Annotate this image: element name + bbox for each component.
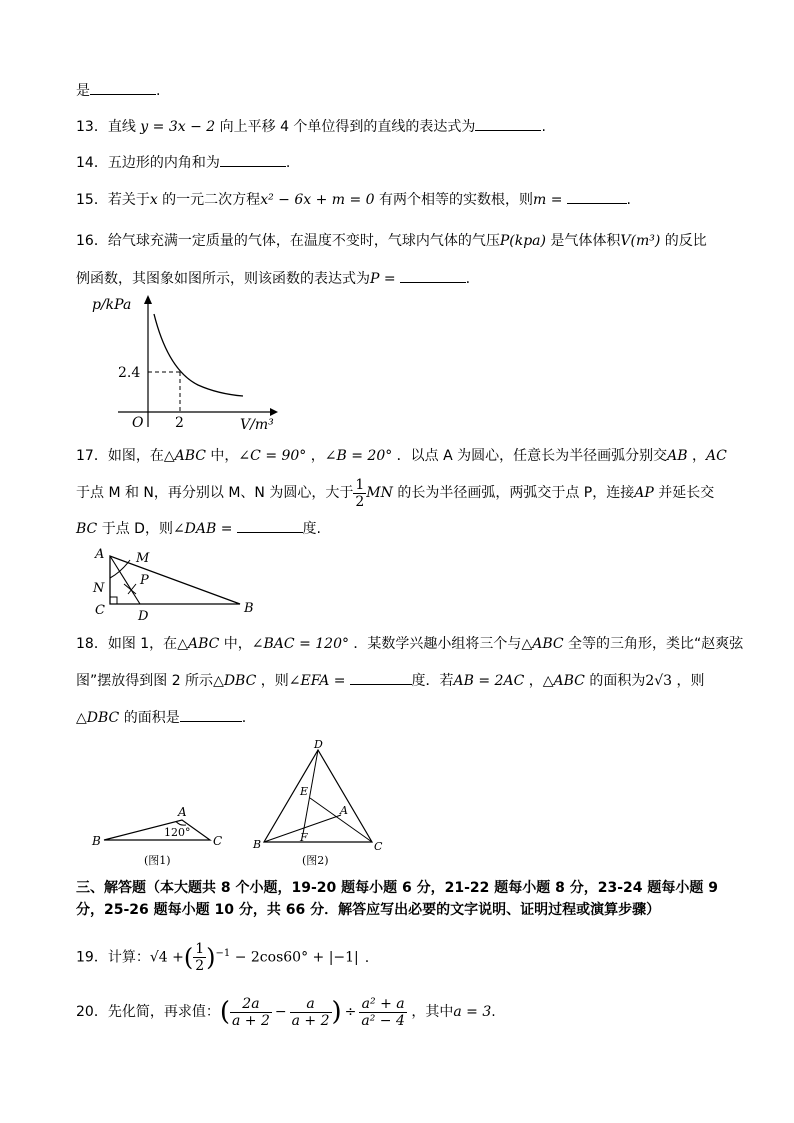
label-b: B <box>92 834 101 848</box>
label-d: D <box>314 738 323 751</box>
triangle-abc <box>110 556 240 604</box>
answer-blank[interactable] <box>350 670 412 685</box>
label-b: B <box>244 601 254 616</box>
answer-blank[interactable] <box>220 152 286 167</box>
figure-2-zhao-shuang <box>248 738 398 868</box>
right-angle-mark <box>110 597 117 604</box>
x-tick-label: 2 <box>175 415 184 431</box>
question-17-line2: 于点 M 和 N，再分别以 M、N 为圆心，大于 $\frac{1}{2}$ MN 的长为半径画弧，两弧交于点 P，连接AP 并延长交 <box>76 476 715 510</box>
answer-blank[interactable] <box>237 518 303 533</box>
question-20: 20．先化简，再求值：( $\frac{2a}{a + 2}$ − $\frac{a}{a + 2}$ ) ÷ $\frac{\text{a² + a}}{\text{a² − 4}}$ ，其中a = 3. <box>76 995 496 1029</box>
answer-blank[interactable] <box>567 189 627 204</box>
y-tick-label: 2.4 <box>118 365 141 381</box>
origin-label: O <box>132 415 144 431</box>
intersecting-arcs <box>124 584 136 594</box>
label-a: A <box>340 804 348 817</box>
answer-blank[interactable] <box>90 80 156 95</box>
question-15: 15．若关于x 的一元二次方程x² − 6x + m = 0 有两个相等的实数根，则m = . <box>76 189 631 210</box>
label-c: C <box>374 840 383 853</box>
figure-1-triangle <box>88 800 238 870</box>
question-17-line3: BC 于点 D，则∠DAB = 度. <box>76 518 321 539</box>
question-16-line2: 例函数，其图象如图所示，则该函数的表达式为P = . <box>76 268 470 289</box>
x-axis-arrow <box>270 408 278 416</box>
section-3-heading-line1: 三、解答题（本大题共 8 个小题，19-20 题每小题 6 分，21-22 题每小题 8 分，23-24 题每小题 9 <box>76 880 719 896</box>
question-18-line1: 18．如图 1，在△ABC 中，∠BAC = 120° ．某数学兴趣小组将三个与△ABC 全等的三角形，类比“赵爽弦 <box>76 636 744 652</box>
q12-tail: 是 . <box>76 80 160 101</box>
label-p: P <box>140 573 149 588</box>
label-a: A <box>178 805 187 819</box>
label-d: D <box>138 609 149 622</box>
label-n: N <box>93 581 105 596</box>
y-axis-arrow <box>144 295 152 304</box>
fraction-half: $\frac{1}{2}$ <box>355 476 365 510</box>
label-b: B <box>253 838 262 851</box>
label-a: A <box>95 547 105 562</box>
triangle-abc-figure <box>88 544 268 622</box>
question-13: 13．直线 y = 3x − 2 向上平移 4 个单位得到的直线的表达式为 . <box>76 116 546 137</box>
question-17-line1: 17．如图，在△ABC 中，∠C = 90° ，∠B = 20° ．以点 A 为圆心，任意长为半径画弧分别交AB ，AC <box>76 448 727 464</box>
pressure-volume-graph <box>88 292 288 432</box>
fraction-a2: $\frac{\text{a² + a}}{\text{a² − 4}}$ <box>361 995 405 1029</box>
label-m: M <box>136 551 150 566</box>
label-c: C <box>213 834 223 848</box>
section-3-heading-line2: 分，25-26 题每小题 10 分，共 66 分．解答应写出必要的文字说明、证明过程或演算步骤） <box>76 902 661 918</box>
hyperbola-curve <box>154 314 243 396</box>
answer-blank[interactable] <box>400 268 466 283</box>
triangle-dbc <box>264 750 372 842</box>
question-14: 14．五边形的内角和为 . <box>76 152 290 173</box>
answer-blank[interactable] <box>180 707 242 722</box>
fraction-a: $\frac{a}{a + 2}$ <box>291 995 330 1029</box>
label-e: E <box>300 785 309 798</box>
angle-label: 120° <box>164 826 191 839</box>
question-16-line1: 16．给气球充满一定质量的气体，在温度不变时，气球内气体的气压P(kpa) 是气体体积V(m³) 的反比 <box>76 233 707 249</box>
label-f: F <box>300 831 308 844</box>
answer-blank[interactable] <box>475 116 541 131</box>
triangle-abc-fig1 <box>104 820 210 840</box>
figure-caption: (图2) <box>302 854 329 867</box>
x-axis-label: V/m³ <box>240 417 274 432</box>
question-18-line3: △DBC 的面积是 . <box>76 707 246 728</box>
figure-caption: (图1) <box>144 854 171 867</box>
fraction-2a: $\frac{2a}{a + 2}$ <box>231 995 270 1029</box>
question-19: 19．计算：√4 +( $\frac{1}{2}$ )$^{-1}$ − 2cos60° + |−1| . <box>76 941 370 975</box>
fraction-half: $\frac{1}{2}$ <box>195 941 205 975</box>
y-axis-label: p/kPa <box>92 297 132 313</box>
label-c: C <box>95 603 105 618</box>
question-18-line2: 图”摆放得到图 2 所示△DBC ，则∠EFA = 度．若AB = 2AC ，△ABC 的面积为2√3 ，则 <box>76 670 705 691</box>
